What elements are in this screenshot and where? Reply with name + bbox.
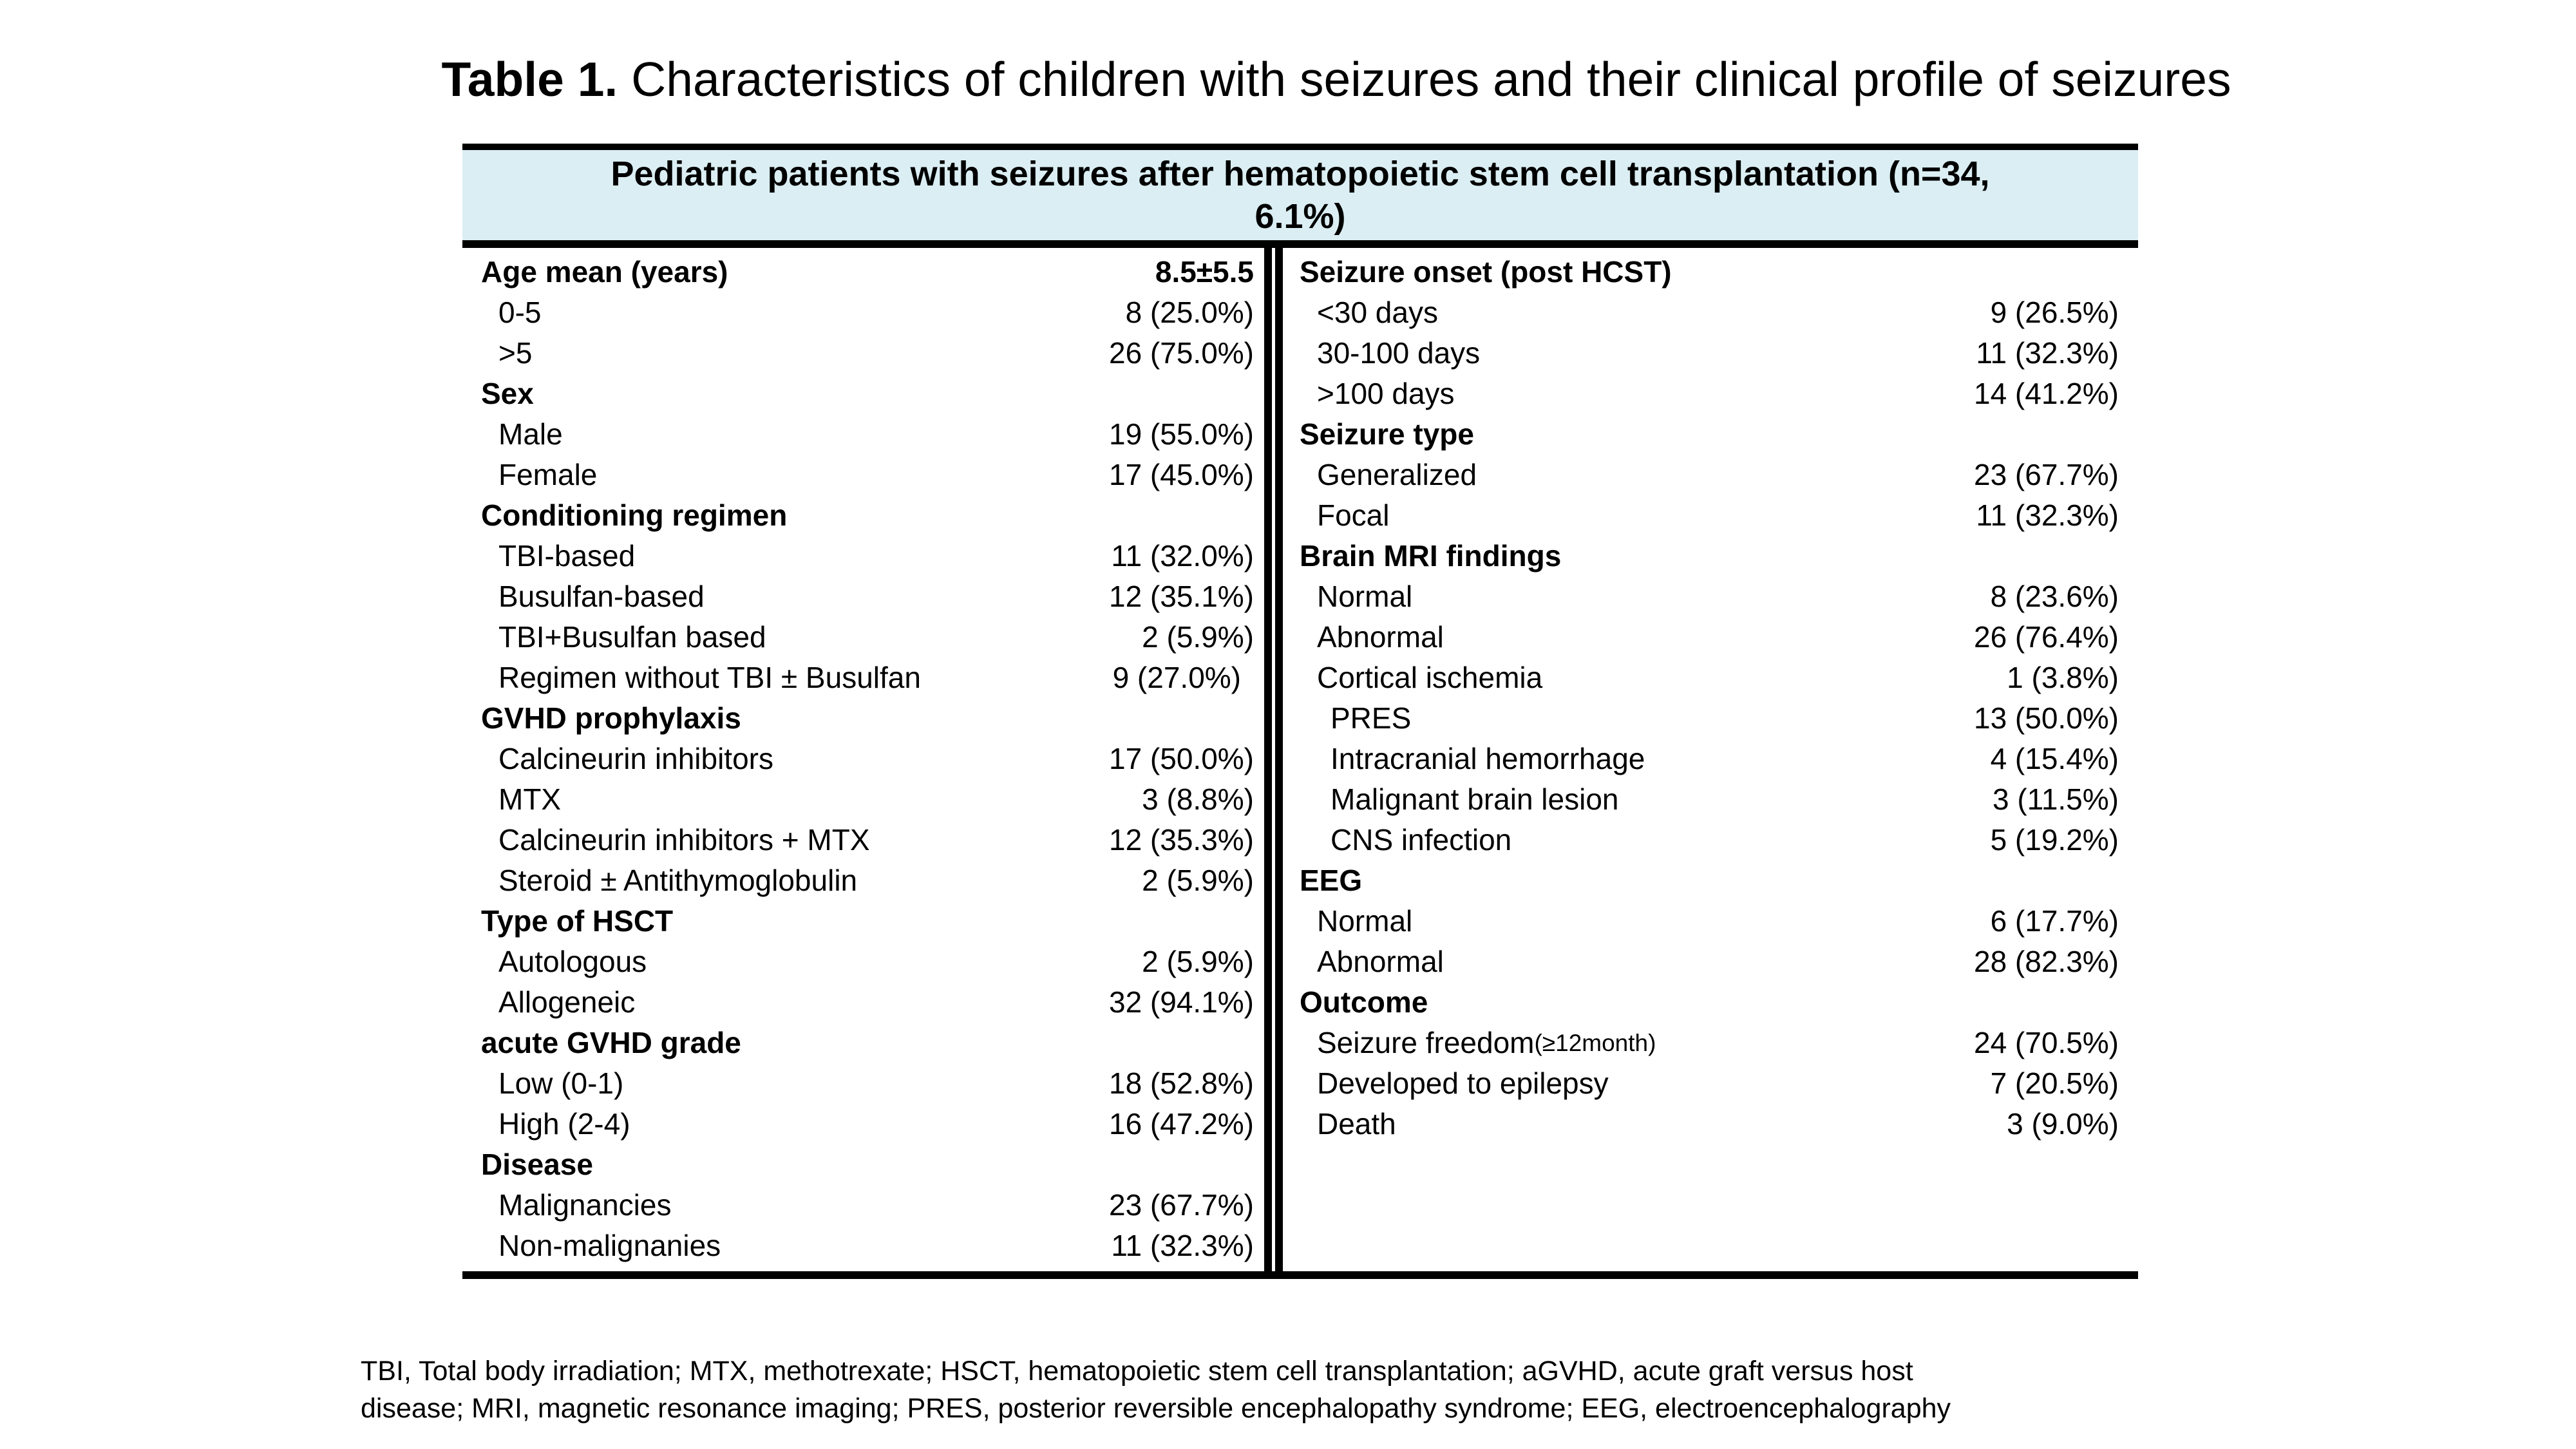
table-row: [481, 252, 1254, 292]
table-row: [481, 658, 1254, 698]
row-label: Sex: [481, 377, 534, 410]
table-row: [481, 536, 1254, 576]
table-row: [1300, 739, 2119, 779]
row-value: 7 (20.5%): [1990, 1066, 2119, 1100]
row-label: Age mean (years): [481, 255, 728, 289]
table-row: [481, 495, 1254, 536]
table-row: [481, 942, 1254, 982]
table-row: [1300, 1063, 2119, 1104]
row-value: 24 (70.5%): [1973, 1026, 2119, 1059]
row-label: acute GVHD grade: [481, 1026, 741, 1059]
row-label: Autologous: [498, 945, 647, 978]
table-row: [481, 292, 1254, 333]
table-row: [1300, 1104, 2119, 1144]
row-label: Male: [498, 417, 563, 451]
table-row: [1300, 374, 2119, 414]
table-caption-text: Characteristics of children with seizures and their clinical profile of seizures: [618, 52, 2231, 106]
table-row: [1300, 658, 2119, 698]
row-label: Seizure onset (post HCST): [1300, 255, 1672, 289]
table-row: [1300, 333, 2119, 374]
row-value: 9 (27.0%): [1112, 661, 1241, 694]
table-row: [481, 698, 1254, 739]
row-label: TBI-based: [498, 539, 636, 573]
row-label: Normal: [1317, 580, 1413, 613]
row-label: Focal: [1317, 498, 1390, 532]
row-label: Calcineurin inhibitors + MTX: [498, 823, 870, 857]
table-row: [481, 1023, 1254, 1063]
table-row: [481, 1226, 1254, 1266]
row-value: 12 (35.3%): [1108, 823, 1254, 857]
row-label: TBI+Busulfan based: [498, 620, 766, 654]
row-value: 23 (67.7%): [1108, 1188, 1254, 1222]
footnote: [361, 1352, 1951, 1427]
table-row: [1300, 455, 2119, 495]
footnote-line1: TBI, Total body irradiation; MTX, methotrexate; HSCT, hematopoietic stem cell transplantation; aGVHD, acute graft versus host: [361, 1356, 1913, 1387]
table-row: [1300, 576, 2119, 617]
row-value: 16 (47.2%): [1108, 1107, 1254, 1141]
row-value: 32 (94.1%): [1108, 985, 1254, 1019]
table-row: [481, 901, 1254, 942]
row-label: Intracranial hemorrhage: [1331, 742, 1645, 775]
row-label: Seizure type: [1300, 417, 1474, 451]
row-label: Conditioning regimen: [481, 498, 788, 532]
row-label: 0-5: [498, 296, 542, 329]
row-label: Busulfan-based: [498, 580, 705, 613]
table-row: [1300, 779, 2119, 820]
table-body: [462, 248, 2138, 1271]
row-value: 1 (3.8%): [2007, 661, 2119, 694]
table-row: [481, 820, 1254, 860]
table-row: [481, 414, 1254, 455]
row-label: >100 days: [1317, 377, 1455, 410]
table-row: [481, 860, 1254, 901]
row-label: EEG: [1300, 864, 1363, 897]
row-label: 30-100 days: [1317, 336, 1481, 370]
row-value: 11 (32.0%): [1111, 539, 1254, 573]
row-value: 2 (5.9%): [1142, 945, 1254, 978]
row-value: 2 (5.9%): [1142, 620, 1254, 654]
row-label: Seizure freedom: [1317, 1026, 1535, 1059]
table-row: [1300, 495, 2119, 536]
table-caption-number: Table 1.: [441, 52, 618, 106]
table-header-line1: Pediatric patients with seizures after hematopoietic stem cell transplantation (n=34,: [611, 155, 1990, 193]
row-value: 12 (35.1%): [1108, 580, 1254, 613]
row-label: Abnormal: [1317, 620, 1444, 654]
row-label-small: (≥12month): [1534, 1030, 1656, 1056]
table-header: [462, 150, 2138, 248]
row-value: 14 (41.2%): [1973, 377, 2119, 410]
table-row: [481, 576, 1254, 617]
table-row: [481, 617, 1254, 658]
row-value: 26 (75.0%): [1108, 336, 1254, 370]
table-row: [481, 455, 1254, 495]
row-value: 2 (5.9%): [1142, 864, 1254, 897]
row-label: <30 days: [1317, 296, 1438, 329]
row-label: PRES: [1331, 701, 1412, 735]
table-row: [481, 982, 1254, 1023]
table-row: [1300, 414, 2119, 455]
table-row: [481, 1063, 1254, 1104]
row-value: 5 (19.2%): [1990, 823, 2119, 857]
row-label: >5: [498, 336, 533, 370]
table-row: [1300, 860, 2119, 901]
row-label: Female: [498, 458, 598, 491]
table-row: [1300, 536, 2119, 576]
row-label: Steroid ± Antithymoglobulin: [498, 864, 858, 897]
table-row: [481, 1144, 1254, 1185]
row-value: 17 (50.0%): [1108, 742, 1254, 775]
row-value: 28 (82.3%): [1973, 945, 2119, 978]
table-row: [481, 739, 1254, 779]
table-row: [1300, 292, 2119, 333]
table-row: [1300, 942, 2119, 982]
row-value: 13 (50.0%): [1973, 701, 2119, 735]
row-value: 3 (11.5%): [1992, 782, 2119, 816]
row-label: Outcome: [1300, 985, 1428, 1019]
row-label: CNS infection: [1331, 823, 1512, 857]
row-value: 26 (76.4%): [1973, 620, 2119, 654]
table-row: [1300, 617, 2119, 658]
row-label: GVHD prophylaxis: [481, 701, 741, 735]
table-caption: [0, 52, 2576, 107]
table-row: [481, 1185, 1254, 1226]
row-value: 17 (45.0%): [1108, 458, 1254, 491]
row-value: 4 (15.4%): [1990, 742, 2119, 775]
table-header-line2: 6.1%): [1255, 197, 1346, 236]
row-label: MTX: [498, 782, 562, 816]
left-pane: [462, 248, 1264, 1271]
column-separator: [1264, 248, 1283, 1271]
right-pane: [1283, 248, 2138, 1271]
row-value: 6 (17.7%): [1990, 904, 2119, 938]
table-row: [481, 779, 1254, 820]
row-label: Calcineurin inhibitors: [498, 742, 773, 775]
row-label: Allogeneic: [498, 985, 636, 1019]
row-label: Brain MRI findings: [1300, 539, 1562, 573]
row-value: 8 (23.6%): [1990, 580, 2119, 613]
row-label: Malignancies: [498, 1188, 672, 1222]
row-value: 8.5±5.5: [1155, 255, 1254, 289]
table-row: [1300, 1023, 2119, 1063]
row-label: Generalized: [1317, 458, 1477, 491]
row-value: 19 (55.0%): [1108, 417, 1254, 451]
row-value: 3 (8.8%): [1142, 782, 1254, 816]
table-row: [481, 374, 1254, 414]
row-label: Non-malignanies: [498, 1229, 721, 1262]
footnote-line2: disease; MRI, magnetic resonance imaging; PRES, posterior reversible encephalopathy syndrome; EEG, electroencephalography: [361, 1393, 1951, 1424]
characteristics-table: [462, 144, 2138, 1279]
row-value: 11 (32.3%): [1976, 336, 2119, 370]
table-row: [1300, 982, 2119, 1023]
row-value: 9 (26.5%): [1990, 296, 2119, 329]
row-label: Cortical ischemia: [1317, 661, 1543, 694]
row-value: 8 (25.0%): [1125, 296, 1254, 329]
row-label: Regimen without TBI ± Busulfan: [498, 661, 921, 694]
table-row: [1300, 252, 2119, 292]
row-label: Normal: [1317, 904, 1413, 938]
row-label: Developed to epilepsy: [1317, 1066, 1609, 1100]
row-value: 11 (32.3%): [1111, 1229, 1254, 1262]
row-label: Low (0-1): [498, 1066, 624, 1100]
table-row: [481, 1104, 1254, 1144]
row-label: Death: [1317, 1107, 1396, 1141]
table-row: [1300, 820, 2119, 860]
row-label: Disease: [481, 1148, 593, 1181]
row-value: 11 (32.3%): [1976, 498, 2119, 532]
row-value: 23 (67.7%): [1973, 458, 2119, 491]
row-value: 3 (9.0%): [2007, 1107, 2119, 1141]
row-label: Malignant brain lesion: [1331, 782, 1619, 816]
row-label: Type of HSCT: [481, 904, 674, 938]
row-value: 18 (52.8%): [1108, 1066, 1254, 1100]
row-label: High (2-4): [498, 1107, 630, 1141]
table-row: [481, 333, 1254, 374]
row-label: Abnormal: [1317, 945, 1444, 978]
table-row: [1300, 901, 2119, 942]
table-row: [1300, 698, 2119, 739]
